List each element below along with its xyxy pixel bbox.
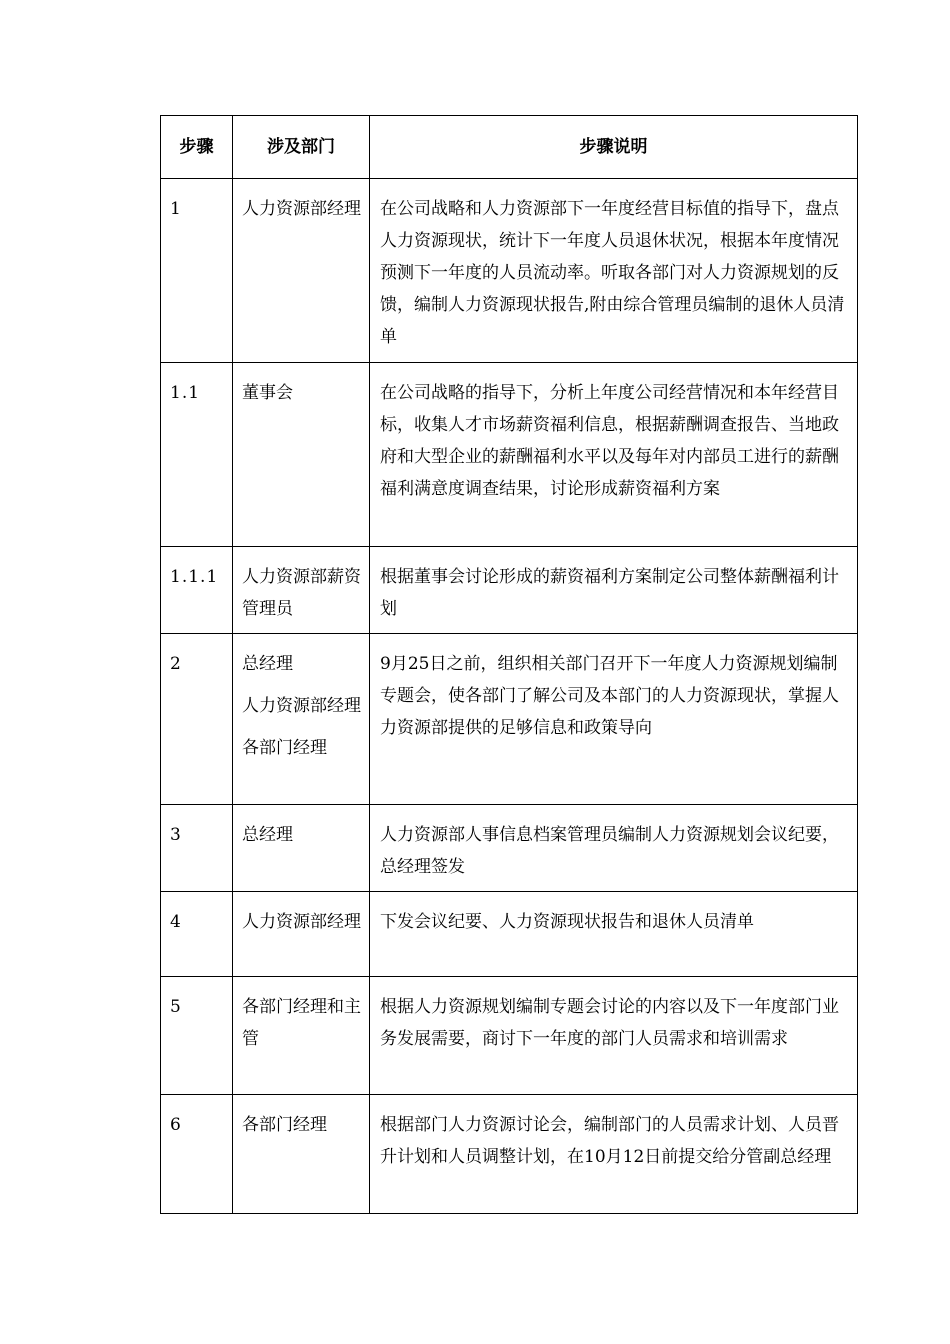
- table-row: [161, 1095, 858, 1214]
- step-description: 下发会议纪要、人力资源现状报告和退休人员清单: [370, 892, 858, 977]
- step-description: 根据人力资源规划编制专题会讨论的内容以及下一年度部门业务发展需要，商讨下一年度的部门人员需求和培训需求: [370, 977, 858, 1095]
- header-step: 步骤: [161, 116, 233, 179]
- table-row: [161, 892, 858, 977]
- department-name: 人力资源部经理: [242, 696, 361, 716]
- department-cell: [233, 1095, 370, 1214]
- department-name: 各部门经理: [242, 738, 327, 758]
- department-cell: [233, 805, 370, 892]
- steps-table: [160, 115, 858, 1214]
- department-cell: [233, 634, 370, 805]
- step-number: 6: [161, 1095, 233, 1214]
- step-description: 在公司战略的指导下，分析上年度公司经营情况和本年经营目标，收集人才市场薪资福利信息，根据薪酬调查报告、当地政府和大型企业的薪酬福利水平以及每年对内部员工进行的薪酬福利满意度调查结果，讨论形成薪资福利方案: [370, 363, 858, 547]
- department-name: 各部门经理和主管: [242, 997, 361, 1049]
- step-number: 4: [161, 892, 233, 977]
- table-row: [161, 179, 858, 363]
- step-number: 2: [161, 634, 233, 805]
- department-name: 各部门经理: [242, 1115, 327, 1135]
- step-number: 1.1.1: [161, 547, 233, 634]
- department-cell: [233, 892, 370, 977]
- header-row: [161, 116, 858, 179]
- step-description: 根据部门人力资源讨论会，编制部门的人员需求计划、人员晋升计划和人员调整计划，在10月12日前提交给分管副总经理: [370, 1095, 858, 1214]
- table-row: [161, 634, 858, 805]
- header-department: 涉及部门: [233, 116, 370, 179]
- step-description: 根据董事会讨论形成的薪资福利方案制定公司整体薪酬福利计划: [370, 547, 858, 634]
- step-description: 在公司战略和人力资源部下一年度经营目标值的指导下，盘点人力资源现状，统计下一年度人员退休状况，根据本年度情况预测下一年度的人员流动率。听取各部门对人力资源规划的反馈，编制人力资源现状报告,附由综合管理员编制的退休人员清单: [370, 179, 858, 363]
- table-row: [161, 547, 858, 634]
- step-number: 1: [161, 179, 233, 363]
- department-name: 总经理: [242, 825, 293, 845]
- department-name: 人力资源部经理: [242, 199, 361, 219]
- step-number: 1.1: [161, 363, 233, 547]
- step-number: 5: [161, 977, 233, 1095]
- step-description: 9月25日之前，组织相关部门召开下一年度人力资源规划编制专题会，使各部门了解公司及本部门的人力资源现状，掌握人力资源部提供的足够信息和政策导向: [370, 634, 858, 805]
- department-name: 人力资源部薪资管理员: [242, 567, 361, 619]
- step-description: 人力资源部人事信息档案管理员编制人力资源规划会议纪要，总经理签发: [370, 805, 858, 892]
- table-row: [161, 363, 858, 547]
- table-row: [161, 977, 858, 1095]
- table-row: [161, 805, 858, 892]
- department-name: 人力资源部经理: [242, 912, 361, 932]
- department-name: 董事会: [242, 383, 293, 403]
- header-description: 步骤说明: [370, 116, 858, 179]
- department-name: 总经理: [242, 654, 293, 674]
- department-cell: [233, 977, 370, 1095]
- department-cell: [233, 363, 370, 547]
- step-number: 3: [161, 805, 233, 892]
- department-cell: [233, 547, 370, 634]
- department-cell: [233, 179, 370, 363]
